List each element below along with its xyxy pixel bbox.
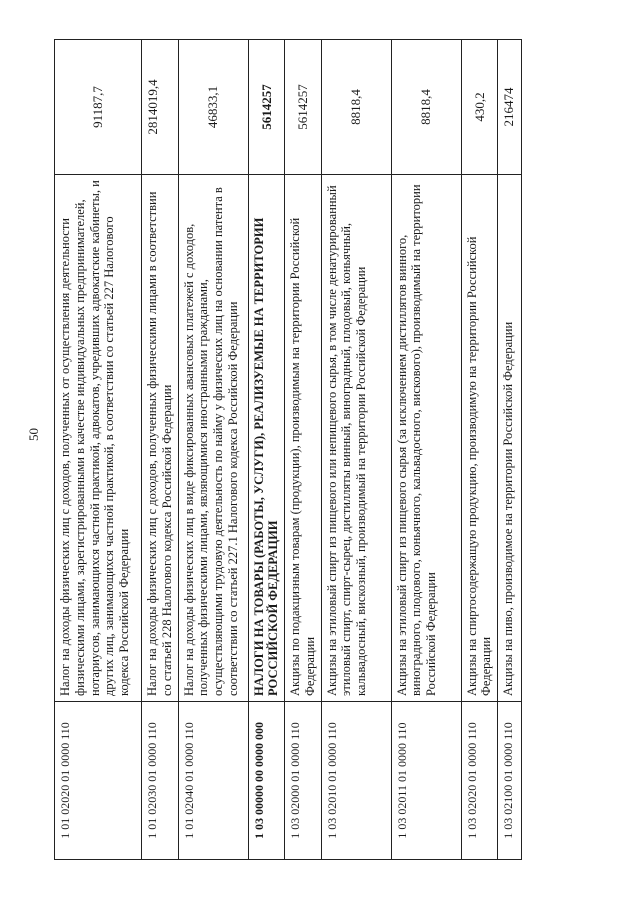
amount: 216474: [498, 40, 522, 175]
income-name: Акцизы по подакцизным товарам (продукции), производимым на территории Российской Федерации: [285, 175, 322, 702]
table-row: [178, 40, 248, 860]
income-name: Налог на доходы физических лиц в виде фиксированных авансовых платежей с доходов, полученных физическими лицами, являющимися иностранными гражданами, осуществляющими трудовую деятельность по найму у физических лиц на основании патента в соответствии со статьей 227.1 Налогового кодекса Российской Федерации: [178, 175, 248, 702]
amount: 46833,1: [178, 40, 248, 175]
budget-code: 1 03 02020 01 0000 110: [461, 702, 498, 860]
table-row: [285, 40, 322, 860]
table-row: [391, 40, 461, 860]
income-name: Налог на доходы физических лиц с доходов, полученных физическими лицами в соответствии со статьей 228 Налогового кодекса Российской Федерации: [142, 175, 179, 702]
amount: 2814019,4: [142, 40, 179, 175]
income-name: Акцизы на спиртосодержащую продукцию, производимую на территории Российской Федерации: [461, 175, 498, 702]
amount: 430,2: [461, 40, 498, 175]
budget-code: 1 03 02011 01 0000 110: [391, 702, 461, 860]
amount: 91187,7: [55, 40, 142, 175]
income-name: Акцизы на этиловый спирт из пищевого сырья (за исключением дистиллятов винного, виноградного, плодового, коньячного, кальвадосного, вискового), производимый на территории Российской Федерации: [391, 175, 461, 702]
table-row: [142, 40, 179, 860]
budget-code: 1 01 02030 01 0000 110: [142, 702, 179, 860]
page-number: 50: [26, 428, 41, 441]
amount: 8818,4: [321, 40, 391, 175]
budget-code: 1 03 00000 00 0000 000: [248, 702, 285, 860]
table-row: [321, 40, 391, 860]
amount: 5614257: [285, 40, 322, 175]
budget-code: 1 03 02100 01 0000 110: [498, 702, 522, 860]
table-row: [248, 40, 285, 860]
budget-code: 1 03 02000 01 0000 110: [285, 702, 322, 860]
income-name: Акцизы на этиловый спирт из пищевого или непищевого сырья, в том числе денатурированный этиловый спирт, спирт-сырец, дистилляты винный, виноградный, плодовый, коньячный, кальвадосный, вискозный, производимый на территории Российской Федерации: [321, 175, 391, 702]
income-name: Налог на доходы физических лиц с доходов, полученных от осуществления деятельности физическими лицами, зарегистрированными в качестве индивидуальных предпринимателей, нотариусов, занимающихся частной практикой, адвокатов, учредивших адвокатские кабинеты, и других лиц, занимающихся частной практикой, в соответствии со статьей 227 Налогового кодекса Российской Федерации: [55, 175, 142, 702]
amount: 5614257: [248, 40, 285, 175]
table-row: [55, 40, 142, 860]
budget-table: [54, 39, 522, 860]
budget-code: 1 03 02010 01 0000 110: [321, 702, 391, 860]
amount: 8818,4: [391, 40, 461, 175]
table-row: [498, 40, 522, 860]
income-name: НАЛОГИ НА ТОВАРЫ (РАБОТЫ, УСЛУГИ), РЕАЛИЗУЕМЫЕ НА ТЕРРИТОРИИ РОССИЙСКОЙ ФЕДЕРАЦИИ: [248, 175, 285, 702]
budget-code: 1 01 02020 01 0000 110: [55, 702, 142, 860]
table-row: [461, 40, 498, 860]
document-body: [54, 40, 514, 860]
income-name: Акцизы на пиво, производимое на территории Российской Федерации: [498, 175, 522, 702]
budget-code: 1 01 02040 01 0000 110: [178, 702, 248, 860]
